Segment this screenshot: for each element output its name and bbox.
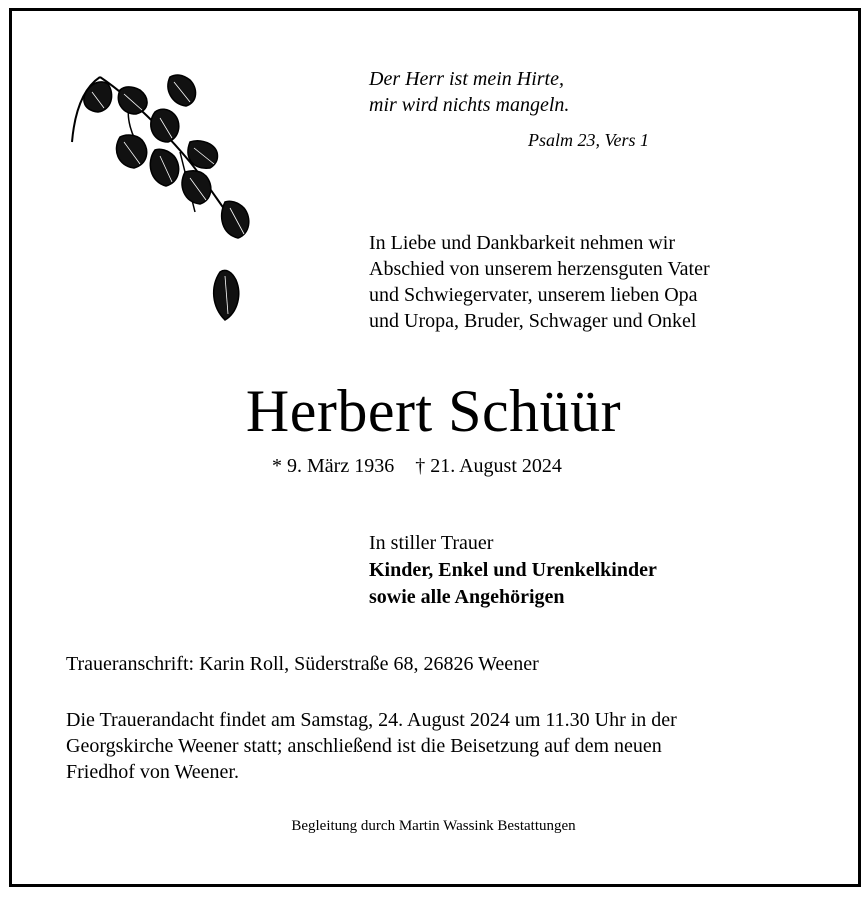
service-line-1: Die Trauerandacht findet am Samstag, 24. August 2024 um 11.30 Uhr in der [66, 709, 677, 731]
birch-branch-icon [60, 62, 260, 327]
intro-line-2: Abschied von unserem herzensguten Vater [369, 258, 710, 280]
mourners-intro: In stiller Trauer [369, 532, 494, 554]
mourners-family: Kinder, Enkel und Urenkelkinder [369, 559, 657, 581]
birth-date: * 9. März 1936 [272, 455, 395, 477]
psalm-line-2: mir wird nichts mangeln. [369, 94, 570, 116]
deceased-name: Herbert Schüür [245, 378, 622, 444]
life-dates [272, 455, 562, 478]
mourners-block [369, 530, 657, 611]
death-date: † 21. August 2024 [415, 455, 562, 477]
intro-line-1: In Liebe und Dankbarkeit nehmen wir [369, 232, 676, 254]
mourning-address: Traueranschrift: Karin Roll, Süderstraße 68, 26826 Weener [66, 653, 539, 675]
mourners-relatives: sowie alle Angehörigen [369, 586, 565, 608]
intro-line-4: und Uropa, Bruder, Schwager und Onkel [369, 310, 697, 332]
intro-text [369, 230, 710, 334]
service-line-2: Georgskirche Weener statt; anschließend ist die Beisetzung auf dem neuen [66, 735, 662, 757]
service-info [66, 707, 806, 785]
psalm-quote [369, 66, 569, 118]
undertaker-credit: Begleitung durch Martin Wassink Bestattungen [291, 818, 576, 834]
psalm-line-1: Der Herr ist mein Hirte, [369, 68, 564, 90]
service-line-3: Friedhof von Weener. [66, 761, 239, 783]
psalm-reference: Psalm 23, Vers 1 [528, 130, 649, 150]
intro-line-3: und Schwiegervater, unserem lieben Opa [369, 284, 698, 306]
